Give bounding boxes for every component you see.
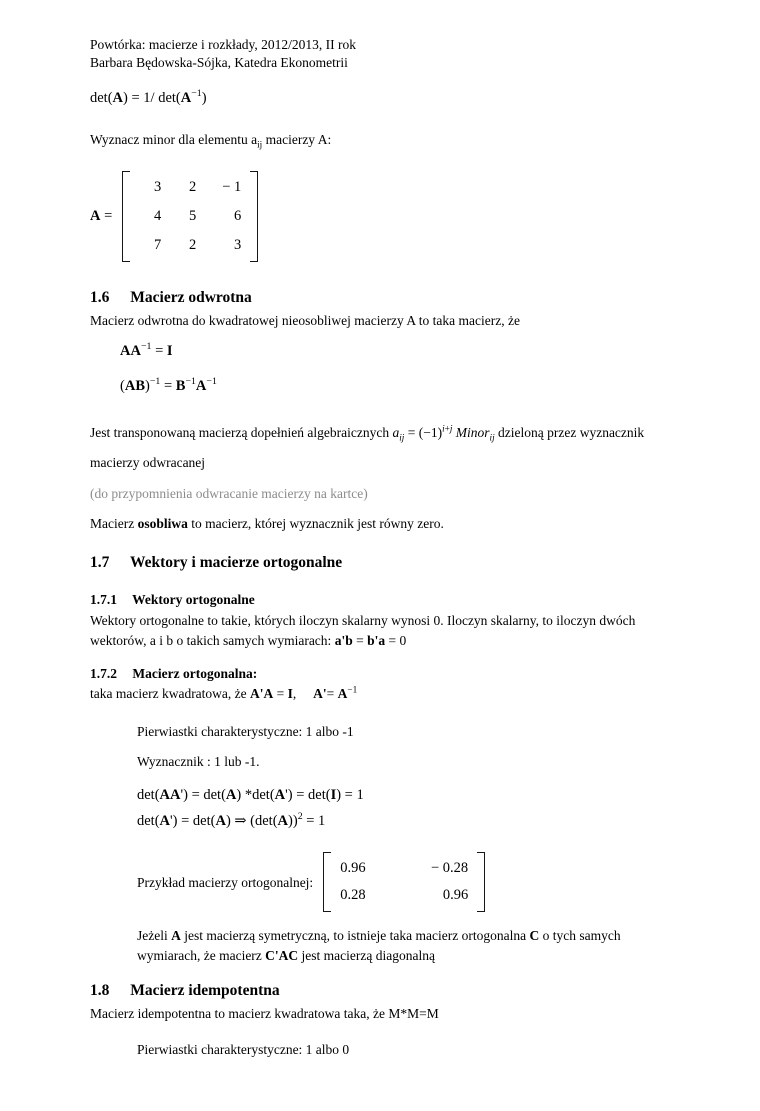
formula-det-product: det(AA') = det(A) *det(A') = det(I) = 1 — [137, 786, 364, 803]
example-label: Przykład macierzy ortogonalnej: — [137, 874, 314, 890]
matrix-cell: 0.96 — [442, 887, 469, 904]
matrix-cell: 4 — [154, 207, 162, 224]
heading-title: Macierz odwrotna — [130, 288, 252, 306]
paragraph-symmetric: Jeżeli A jest macierzą symetryczną, to istnieje taka macierz ortogonalna C o tych samych wymiarach, że macierz C'AC jest macierzą diagonalną — [137, 928, 621, 963]
line-determinant: Wyznacznik : 1 lub -1. — [137, 754, 260, 770]
heading-title: Macierz ortogonalna: — [132, 665, 258, 681]
matrix-orthogonal-example — [323, 852, 485, 912]
matrix-cell: 3 — [234, 236, 242, 253]
paragraph-orthogonal-matrix: taka macierz kwadratowa, że A'A = I, $A'= A^{-1}$ — [90, 684, 358, 702]
matrix-a-cells — [130, 171, 250, 262]
note-gray: (do przypomnienia odwracanie macierzy na kartce) — [90, 485, 368, 501]
matrix-cell: 7 — [154, 236, 162, 253]
heading-number: 1.7 — [90, 553, 110, 571]
matrix-cell: − 1 — [222, 179, 242, 196]
heading-title: Wektory ortogonalne — [132, 591, 255, 607]
paragraph-orthogonal-vectors: Wektory ortogonalne to takie, których iloczyn skalarny wynosi 0. Iloczyn skalarny, to iloczyn dwóch wektorów, a i b o takich samych wymiarach: a'b = b'a = 0 — [90, 613, 636, 649]
matrix-cell: 2 — [189, 179, 197, 196]
section-1-8-heading — [90, 981, 672, 1001]
heading-title: Wektory i macierze ortogonalne — [129, 553, 343, 571]
formula-aa-inverse: $AA^{-1} = I$ — [120, 341, 173, 360]
orthogonal-example-block — [137, 852, 672, 912]
paragraph-inverse-def: Macierz odwrotna do kwadratowej nieosobliwej macierzy A to taka macierz, że — [90, 312, 520, 328]
formula-det-inverse: det(A) = 1/ $\det(A^{-1})$ — [90, 87, 207, 106]
matrix-cell: 5 — [189, 207, 197, 224]
matrix-a — [122, 171, 258, 262]
matrix-cell: − 0.28 — [431, 860, 469, 877]
right-bracket — [477, 852, 485, 912]
matrix-a-label: A = — [90, 207, 113, 224]
matrix-cell: 6 — [234, 207, 242, 224]
paragraph-idempotent: Macierz idempotentna to macierz kwadratowa taka, że M*M=M — [90, 1006, 439, 1022]
subsection-1-7-1-heading — [90, 591, 672, 609]
heading-number: 1.8 — [90, 982, 110, 1000]
paragraph-singular: Macierz osobliwa to macierz, której wyznacznik jest równy zero. — [90, 516, 444, 532]
matrix-cell: 3 — [154, 179, 162, 196]
heading-number: 1.7.2 — [90, 665, 117, 681]
line-characteristic-roots-2: Pierwiastki charakterystyczne: 1 albo 0 — [137, 1041, 350, 1057]
subsection-1-7-2-heading — [90, 665, 672, 683]
header-line-1: Powtórka: macierze i rozkłady, 2012/2013, II rok — [90, 37, 357, 52]
matrix-a-block — [90, 171, 672, 262]
header-line-2: Barbara Będowska-Sójka, Katedra Ekonometrii — [90, 54, 348, 70]
paragraph-minor: Wyznacz minor dla elementu $a_{ij}$ macierzy A: — [90, 132, 332, 151]
heading-number: 1.6 — [90, 288, 110, 306]
formula-det-squared: det(A') = det(A) ⇒ $(\det(A))^2 = 1$ — [137, 810, 326, 829]
left-bracket — [122, 171, 130, 262]
right-bracket — [250, 171, 258, 262]
section-1-6-heading — [90, 288, 672, 308]
matrix-cell: 2 — [189, 236, 197, 253]
formula-ab-inverse: $(AB)^{-1} = B^{-1}A^{-1}$ — [120, 376, 217, 395]
section-1-7-heading — [90, 553, 672, 573]
line-characteristic-roots-1: Pierwiastki charakterystyczne: 1 albo -1 — [137, 723, 354, 739]
example-matrix-cells — [331, 852, 477, 912]
heading-title: Macierz idempotentna — [130, 982, 280, 1000]
matrix-cell: 0.96 — [340, 860, 366, 877]
heading-number: 1.7.1 — [90, 591, 117, 607]
paragraph-transposed: Jest transponowaną macierzą dopełnień algebraicznych $a_{ij} = (-1)^{i+j}$ Minor$_{ij}$ dzieloną przez wyznacznik macierzy odwracanej — [90, 423, 645, 471]
doc-header — [90, 36, 672, 72]
matrix-cell: 0.28 — [340, 887, 366, 904]
left-bracket — [323, 852, 331, 912]
